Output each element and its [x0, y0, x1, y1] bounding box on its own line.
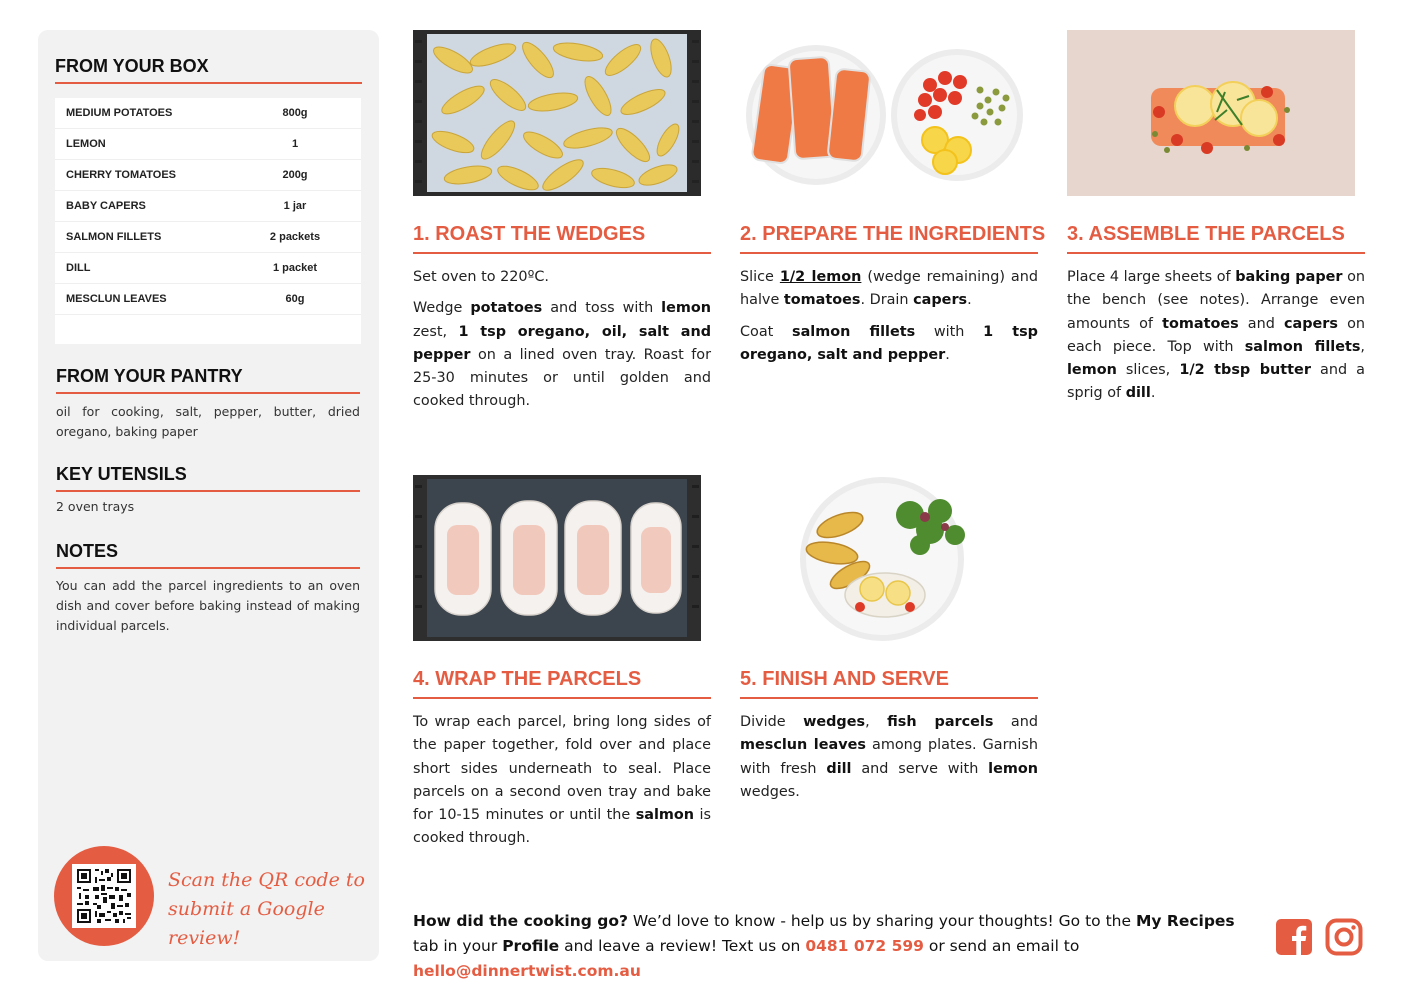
- email-link[interactable]: hello@dinnertwist.com.au: [413, 962, 641, 980]
- divider: [56, 392, 360, 394]
- ingredients-table: [55, 98, 361, 344]
- table-row: [55, 284, 361, 315]
- review-prompt: How did the cooking go? We’d love to know - help us by sharing your thoughts! Go to the My Recipes tab in your Profile and leave a review! Text us on 0481 072 599 or send an email to hello@dinnertwist.com.au: [413, 912, 1235, 980]
- step-4: [413, 475, 711, 875]
- instruction-text: To wrap each parcel, bring long sides of the paper together, fold over and place short sides underneath to seal. Place parcels on a second oven tray and bake for 10-15 minutes or until the salmon is cooked through.: [413, 714, 711, 847]
- divider: [413, 697, 711, 699]
- ingredient-name: MEDIUM POTATOES: [66, 107, 173, 119]
- ingredient-qty: 60g: [285, 293, 305, 305]
- step-5: [740, 475, 1038, 875]
- instruction-text: Set oven to 220ºC.: [413, 269, 549, 285]
- step-3: [1067, 30, 1365, 450]
- notes-text: You can add the parcel ingredients to an oven dish and cover before baking instead of making individual parcels.: [56, 578, 360, 633]
- divider: [413, 252, 711, 254]
- divider: [56, 567, 360, 569]
- pantry-title: FROM YOUR PANTRY: [56, 366, 243, 386]
- step-1: [413, 30, 711, 450]
- ingredient-qty: 1 jar: [283, 200, 307, 212]
- divider: [55, 82, 362, 84]
- qr-cta-line: submit a Google review!: [168, 898, 325, 949]
- assembled-parcel-image: [1067, 30, 1355, 196]
- ingredient-name: DILL: [66, 262, 91, 274]
- sidebar: [38, 30, 379, 961]
- instruction-text: Wedge potatoes and toss with lemon zest, 1 tsp oregano, oil, salt and pepper on a lined oven tray. Roast for 25-30 minutes or until golden and cooked through.: [413, 300, 711, 410]
- step-instructions: [740, 266, 1038, 375]
- divider: [1067, 252, 1365, 254]
- utensils-title: KEY UTENSILS: [56, 464, 187, 484]
- step-title: 4. WRAP THE PARCELS: [413, 668, 642, 690]
- facebook-icon[interactable]: [1275, 918, 1313, 956]
- step-instructions: [413, 266, 711, 422]
- step-instructions: [740, 711, 1038, 812]
- ingredient-qty: 2 packets: [269, 231, 321, 243]
- step-title: 5. FINISH AND SERVE: [740, 668, 949, 690]
- step-instructions: [1067, 266, 1365, 414]
- ingredient-name: SALMON FILLETS: [66, 231, 162, 243]
- qr-code-icon[interactable]: [72, 864, 136, 928]
- instagram-icon[interactable]: [1325, 918, 1363, 956]
- phone-link[interactable]: 0481 072 599: [805, 937, 924, 955]
- qr-cta-line: Scan the QR code to: [168, 869, 365, 891]
- from-your-box-title: FROM YOUR BOX: [55, 56, 209, 76]
- divider: [56, 490, 360, 492]
- qr-call-to-action: [168, 866, 368, 953]
- table-row: [55, 160, 361, 191]
- table-row: [55, 98, 361, 129]
- divider: [740, 252, 1038, 254]
- ingredient-qty: 200g: [282, 169, 308, 181]
- step-2: [740, 30, 1046, 450]
- ingredients-plates-image: [740, 30, 1028, 196]
- instruction-text: Divide wedges, fish parcels and mesclun leaves among plates. Garnish with fresh dill and serve with lemon wedges.: [740, 714, 1038, 800]
- ingredient-name: LEMON: [66, 138, 106, 150]
- ingredient-name: CHERRY TOMATOES: [66, 169, 177, 181]
- table-row: [55, 191, 361, 222]
- step-title: 1. ROAST THE WEDGES: [413, 223, 646, 245]
- instruction-text: Place 4 large sheets of baking paper on the bench (see notes). Arrange even amounts of tomatoes and capers on each piece. Top with salmon fillets, lemon slices, 1/2 tbsp butter and a sprig of dill.: [1067, 269, 1366, 402]
- ingredient-qty: 1: [291, 138, 299, 150]
- table-row: [55, 253, 361, 284]
- instruction-text: Slice 1/2 lemon (wedge remaining) and halve tomatoes. Drain capers.: [740, 269, 1038, 309]
- step-instructions: [413, 711, 711, 859]
- table-row: [55, 129, 361, 160]
- step-title: 2. PREPARE THE INGREDIENTS: [740, 223, 1046, 245]
- ingredient-qty: 1 packet: [272, 262, 318, 274]
- ingredient-qty: 800g: [282, 107, 308, 119]
- notes-title: NOTES: [56, 541, 119, 561]
- plated-dish-image: [740, 475, 1028, 641]
- ingredient-name: BABY CAPERS: [66, 200, 146, 212]
- instruction-text: Coat salmon fillets with 1 tsp oregano, salt and pepper.: [740, 323, 1038, 363]
- divider: [740, 697, 1038, 699]
- qr-badge: [54, 846, 154, 946]
- step-title: 3. ASSEMBLE THE PARCELS: [1067, 223, 1345, 245]
- roasted-wedges-image: [413, 30, 701, 196]
- utensils-list: 2 oven trays: [56, 499, 135, 514]
- wrapped-parcels-image: [413, 475, 701, 641]
- pantry-list: oil for cooking, salt, pepper, butter, dried oregano, baking paper: [56, 404, 360, 439]
- table-row: [55, 222, 361, 253]
- ingredient-name: MESCLUN LEAVES: [66, 293, 167, 305]
